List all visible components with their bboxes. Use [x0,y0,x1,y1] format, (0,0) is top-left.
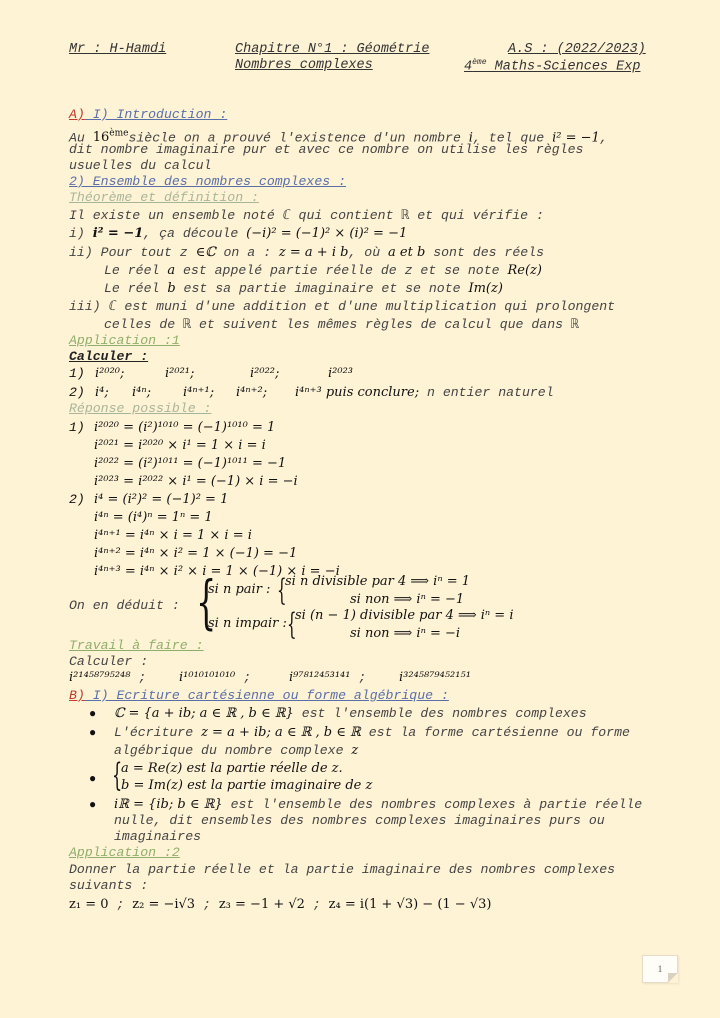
author: Mr : H-Hamdi [69,42,167,57]
answer-line: i⁴ⁿ⁺³ = i⁴ⁿ × i² × i = 1 × (−1) × i = −i [94,564,340,579]
math-eq: (−i)² = (−1)² × (i)² = −1 [246,226,408,241]
text: Le réel [104,281,168,296]
pair-label: si n pair : [208,582,271,597]
property-i [69,226,407,242]
imag-part-line [104,281,503,297]
bullet-4-line-2: nulle, dit ensembles des nombres complexes imaginaires purs ou [114,813,605,828]
math: i²⁰²⁰; [95,366,125,381]
answer-line: i²⁰²⁰ = (i²)¹⁰¹⁰ = (−1)¹⁰¹⁰ = 1 [94,420,276,435]
deduce-label: On en déduit : [69,598,180,613]
sep: ; [350,670,367,685]
level-num: 4 [464,59,473,75]
intro-line-3: usuelles du calcul [69,158,212,173]
brace-icon: { [287,607,297,642]
math: i¹⁰¹⁰¹⁰¹⁰¹⁰ [179,670,236,685]
big-brace-icon: { [196,568,217,636]
math: i⁴ⁿ⁺³ [295,385,322,400]
answer-line: i²⁰²¹ = i²⁰²⁰ × i¹ = 1 × i = i [94,438,266,453]
page-fold-icon [668,973,678,983]
math: i⁴ⁿ⁺¹; [183,385,215,400]
century-num: 16 [92,130,110,146]
math-eq: z = a + i b [278,245,349,260]
pair-case-1: si n divisible par 4 ⟹ iⁿ = 1 [285,574,471,589]
bullet-3-line-1: a = Re(z) est la partie réelle de z. [121,761,343,776]
label: i) [69,226,93,241]
subject-title: Nombres complexes [235,58,373,73]
bullet-4 [114,797,642,813]
app2-values [69,897,491,913]
math-eq: i² = −1 [552,130,600,146]
page-number: 1 [657,964,663,974]
section-b-label: B) [69,688,85,703]
math: i⁴ⁿ; [132,385,152,400]
text: siècle on a prouvé l'existence d'un nombre [128,130,469,146]
bullet-icon: ● [89,726,97,740]
answer-line: i⁴ⁿ⁺² = i⁴ⁿ × i² = 1 × (−1) = −1 [94,546,298,561]
brace-icon: { [112,756,123,794]
property-iii-line2: celles de ℝ et suivent les mêmes règles de calcul que dans ℝ [104,317,579,332]
travail-calc: Calculer : [69,654,149,669]
text: est appelé partie réelle de z et se note [175,263,508,278]
impair-label: si n impair : [208,616,287,631]
math: i²⁰²¹; [165,366,195,381]
calculer-heading: Calculer : [69,349,149,364]
text: Au [69,130,93,146]
math-eq: i² = −1 [92,226,144,241]
math: z₁ = 0 [69,897,109,912]
math: i²¹⁴⁵⁸⁷⁹⁵²⁴⁸ [69,670,131,685]
reponse-heading: Réponse possible : [69,401,212,416]
math: i³²⁴⁵⁸⁷⁹⁴⁵²¹⁵¹ [399,670,471,685]
level [464,58,640,75]
ecriture-heading: I) Ecriture cartésienne ou forme algébrique : [84,688,449,703]
impair-case-2: si non ⟹ iⁿ = −i [350,626,461,641]
math: Im(z) [468,281,503,296]
intro-heading: I) Introduction : [84,107,228,122]
question-2 [69,385,554,401]
text: n entier naturel [419,385,554,400]
math: iℝ = {ib; b ∈ ℝ} [114,797,223,812]
sep: ; [235,670,252,685]
label: 1) [69,420,85,435]
answer-line: i²⁰²³ = i²⁰²² × i¹ = (−1) × i = −i [94,474,298,489]
sep: ; [195,897,219,912]
math: i⁴ⁿ⁺²; [236,385,268,400]
math-i: i [468,130,473,146]
property-ii [69,245,544,261]
math: b [167,281,176,296]
travail-heading: Travail à faire : [69,638,204,653]
bullet-icon: ● [89,798,97,812]
label: 1) [69,366,85,381]
section-a-label: A) [69,107,85,122]
text: algébrique du nombre complexe [114,743,352,758]
text: , tel que [472,130,553,146]
math: Re(z) [507,263,542,278]
application-2-heading: Application :2 [69,845,180,860]
bullet-4-line-3: imaginaires [114,829,202,844]
exists-line: Il existe un ensemble noté ℂ qui contient ℝ et qui vérifie : [69,208,544,223]
level-sup: ème [472,58,487,67]
text: on a : [215,245,279,260]
text: est la forme cartésienne ou forme [360,725,630,740]
text: sont des réels [425,245,545,260]
text: L'écriture [114,725,202,740]
school-year: A.S : (2022/2023) [508,42,646,57]
answer-line: i⁴ⁿ⁺¹ = i⁴ⁿ × i = 1 × i = i [94,528,252,543]
question-1 [69,366,354,382]
app2-line-1: Donner la partie réelle et la partie imaginaire des nombres complexes [69,862,616,877]
math: ℂ = {a + ib; a ∈ ℝ , b ∈ ℝ} [114,706,294,721]
math: i²⁰²³ [328,366,354,381]
century-sup: ème [109,129,129,139]
math: a et b [388,245,426,260]
text: est l'ensemble des nombres complexes [293,706,587,721]
property-iii-line1: iii) ℂ est muni d'une addition et d'une multiplication qui prolongent [69,299,616,314]
label: 2) [69,492,85,507]
math: z = a + ib; a ∈ ℝ , b ∈ ℝ [201,725,361,740]
math: z₄ = i(1 + √3) − (1 − √3) [328,897,492,912]
brace-icon: { [277,573,287,608]
level-rest: Maths-Sciences Exp [486,59,641,75]
bullet-icon: ● [89,772,97,786]
text: Le réel [104,263,168,278]
bullet-2 [114,725,630,741]
math: i⁹⁷⁸¹²⁴⁵³¹⁴¹ [289,670,351,685]
section-a-heading [69,107,227,123]
page-number-badge [642,955,678,983]
impair-case-1: si (n − 1) divisible par 4 ⟹ iⁿ = i [295,608,514,623]
ensemble-heading: 2) Ensemble des nombres complexes : [69,174,346,189]
math: a [167,263,176,278]
math: z₃ = −1 + √2 [218,897,305,912]
label: ii) Pour tout z [69,245,196,260]
bullet-1 [114,706,587,722]
text: , où [348,245,389,260]
chapter-title: Chapitre N°1 : Géométrie [235,42,430,57]
sep: ; [304,897,329,912]
math: i⁴; [95,385,109,400]
bullet-2-line-2 [114,743,358,759]
sep: ; [108,897,133,912]
app2-line-2: suivants : [69,878,149,893]
answer-2-line [69,492,85,508]
label: 2) [69,385,85,400]
application-1-heading: Application :1 [69,333,180,348]
math: z₂ = −i√3 [132,897,196,912]
text: , [599,130,608,146]
answer-line: i⁴ = (i²)² = (−1)² = 1 [94,492,229,507]
sep: ; [130,670,147,685]
math: ∈ℂ [195,245,216,260]
intro-line-2: dit nombre imaginaire pur et avec ce nombre on utilise les règles [69,142,584,157]
text: est l'ensemble des nombres complexes à partie réelle [222,797,643,812]
theorem-heading: Théorème et définition : [69,190,259,205]
math: i²⁰²²; [250,366,280,381]
answer-1-line [69,420,85,436]
bullet-icon: ● [89,707,97,721]
math: z [351,743,359,758]
real-part-line [104,263,542,279]
text: , ça découle [143,226,247,241]
bullet-3-line-2: b = Im(z) est la partie imaginaire de z [121,778,373,793]
section-b-heading [69,688,449,704]
text: est sa partie imaginaire et se note [175,281,469,296]
pair-case-2: si non ⟹ iⁿ = −1 [350,592,465,607]
answer-line: i⁴ⁿ = (i⁴)ⁿ = 1ⁿ = 1 [94,510,213,525]
answer-line: i²⁰²² = (i²)¹⁰¹¹ = (−1)¹⁰¹¹ = −1 [94,456,287,471]
math: puis conclure; [321,385,420,400]
